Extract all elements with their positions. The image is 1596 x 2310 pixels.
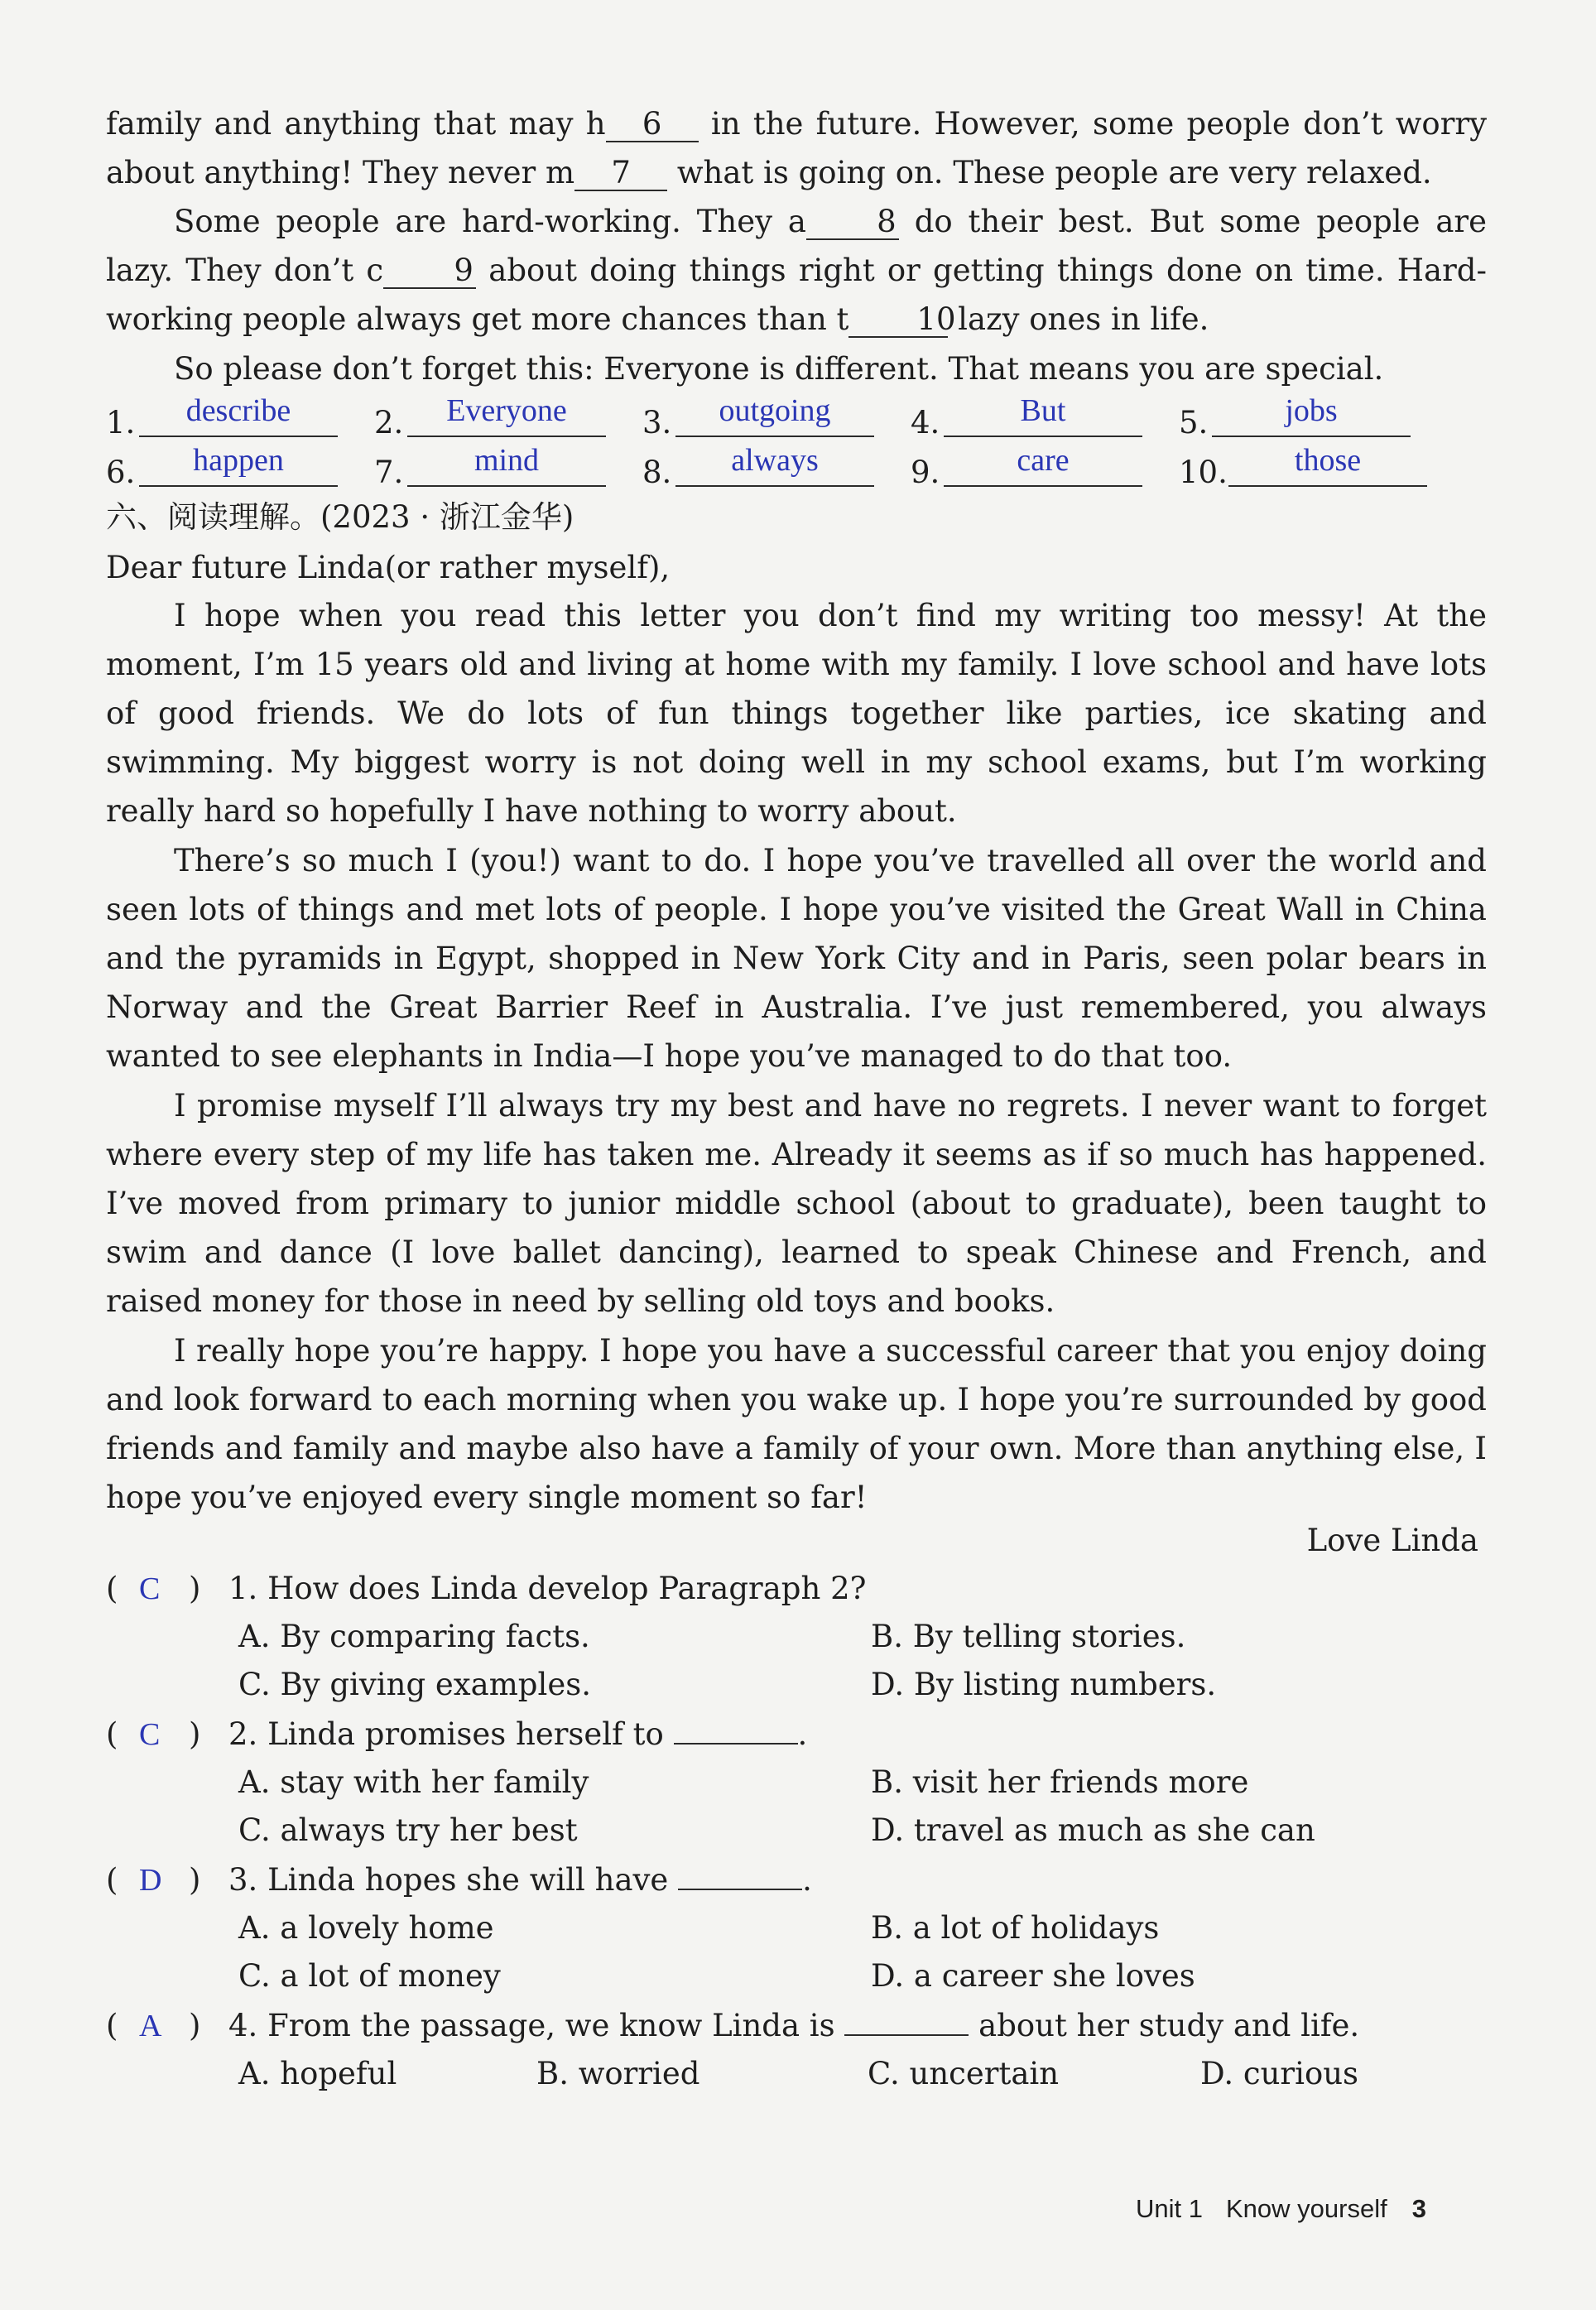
answer-item: 6. happen [106,440,354,492]
letter-signature: Love Linda [1306,1523,1478,1558]
answer-word[interactable]: But [1020,393,1066,428]
answer-item: 5. jobs [1179,391,1444,442]
letter-greeting: Dear future Linda(or rather myself), [106,550,671,585]
option[interactable]: C. always try her best [238,1812,578,1848]
option[interactable]: C. a lot of money [238,1958,501,1994]
option[interactable]: A. stay with her family [238,1764,589,1800]
option[interactable]: B. By telling stories. [871,1619,1186,1654]
passage-paragraph-2: Some people are hard-working. They a 8 do their best. But some people are lazy. They don’t c 9 about doing things right or getting things done on time. Hard-working people always get more chances than t 10 lazy ones in life. [106,204,1487,337]
passage-paragraph-3: So please don’t forget this: Everyone is different. That means you are special. [174,351,1384,387]
answer-word[interactable]: describe [185,393,291,428]
answer-word[interactable]: Everyone [446,393,567,428]
blank-letter: a [787,204,806,239]
option[interactable]: B. a lot of holidays [871,1910,1160,1946]
answer-item: 9. care [911,440,1159,492]
blank-letter: m [546,155,575,190]
page-number: 3 [1411,2194,1426,2223]
blank-6[interactable]: 6 [606,108,699,142]
option[interactable]: A. hopeful [238,2056,397,2091]
question-4: ( A ) 4. From the passage, we know Linda is about her study and life. [106,2005,1359,2047]
question-3: ( D ) 3. Linda hopes she will have . [106,1860,812,1901]
blank-7[interactable]: 7 [574,156,667,191]
answer-word[interactable]: mind [474,443,540,478]
blank-10[interactable]: 10 [848,303,948,338]
question-2: ( C ) 2. Linda promises herself to . [106,1714,807,1755]
letter-paragraph-3: I promise myself I’ll always try my best and have no regrets. I never want to forget where every step of my life has taken me. Already it seems as if so much has happened. I’ve moved from primary to junior middle school (about to graduate), been taught to swim and dance (I love ballet dancing), learned to speak Chinese and French, and raised money for those in need by selling old toys and books. [106,1088,1487,1319]
answer-item: 10. those [1179,440,1460,492]
answer-item: 2. Everyone [374,391,623,442]
blank-letter: h [585,106,606,142]
answer-item: 4. But [911,391,1159,442]
passage-paragraph-1: family and anything that may h 6 in the future. However, some people don’t worry about anything! They never m 7 what is going on. These people are very relaxed. [106,106,1487,190]
question-blank[interactable] [674,1715,798,1745]
option[interactable]: D. a career she loves [871,1958,1195,1994]
blank-letter: t [836,301,849,337]
answer-item: 7. mind [374,440,623,492]
option[interactable]: B. visit her friends more [871,1764,1249,1800]
question-1: ( C ) 1. How does Linda develop Paragraph 2? [106,1568,866,1610]
answer-word[interactable]: always [731,443,819,478]
answer-row-2 [106,440,1497,492]
answer-word[interactable]: jobs [1285,393,1338,428]
section-title: 六、阅读理解。(2023 · 浙江金华) [106,499,574,535]
answer-word[interactable]: outgoing [719,393,831,428]
answer-word[interactable]: those [1294,443,1362,478]
blank-9[interactable]: 9 [383,254,476,289]
page-footer [1136,2192,1426,2226]
option[interactable]: D. travel as much as she can [871,1812,1315,1848]
answer-choice[interactable]: C [139,1571,161,1606]
letter-paragraph-4: I really hope you’re happy. I hope you have a successful career that you enjoy doing and look forward to each morning when you wake up. I hope you’re surrounded by good friends and family and maybe also have a family of your own. More than anything else, I hope you’ve enjoyed every single moment so far! [106,1333,1487,1515]
unit-label: Unit 1 [1136,2194,1203,2223]
answer-choice[interactable]: C [139,1717,161,1752]
answer-item: 8. always [642,440,891,492]
blank-8[interactable]: 8 [806,205,899,240]
answer-choice[interactable]: A [139,2009,162,2043]
option[interactable]: A. By comparing facts. [238,1619,590,1654]
answer-word[interactable]: happen [193,443,284,478]
option[interactable]: C. uncertain [868,2056,1060,2091]
option[interactable]: D. curious [1200,2056,1359,2091]
option[interactable]: B. worried [536,2056,700,2091]
question-blank[interactable] [678,1860,802,1890]
blank-letter: c [366,253,384,288]
unit-title: Know yourself [1225,2194,1387,2223]
option[interactable]: A. a lovely home [238,1910,494,1946]
answer-row-1 [106,391,1497,442]
letter-paragraph-2: There’s so much I (you!) want to do. I hope you’ve travelled all over the world and seen lots of things and met lots of people. I hope you’ve visited the Great Wall in China and the pyramids in Egypt, shopped in New York City and in Paris, seen polar bears in Norway and the Great Barrier Reef in Australia. I’ve just remembered, you always wanted to see elephants in India—I hope you’ve managed to do that too. [106,843,1487,1074]
answer-word[interactable]: care [1017,443,1070,478]
option[interactable]: D. By listing numbers. [871,1667,1217,1702]
question-blank[interactable] [844,2006,969,2036]
answer-item: 3. outgoing [642,391,891,442]
answer-item: 1. describe [106,391,354,442]
letter-paragraph-1: I hope when you read this letter you don’t find my writing too messy! At the moment, I’m 15 years old and living at home with my family. I love school and have lots of good friends. We do lots of fun things together like parties, ice skating and swimming. My biggest worry is not doing well in my school exams, but I’m working really hard so hopefully I have nothing to worry about. [106,598,1487,829]
answer-choice[interactable]: D [139,1863,162,1898]
option[interactable]: C. By giving examples. [238,1667,591,1702]
